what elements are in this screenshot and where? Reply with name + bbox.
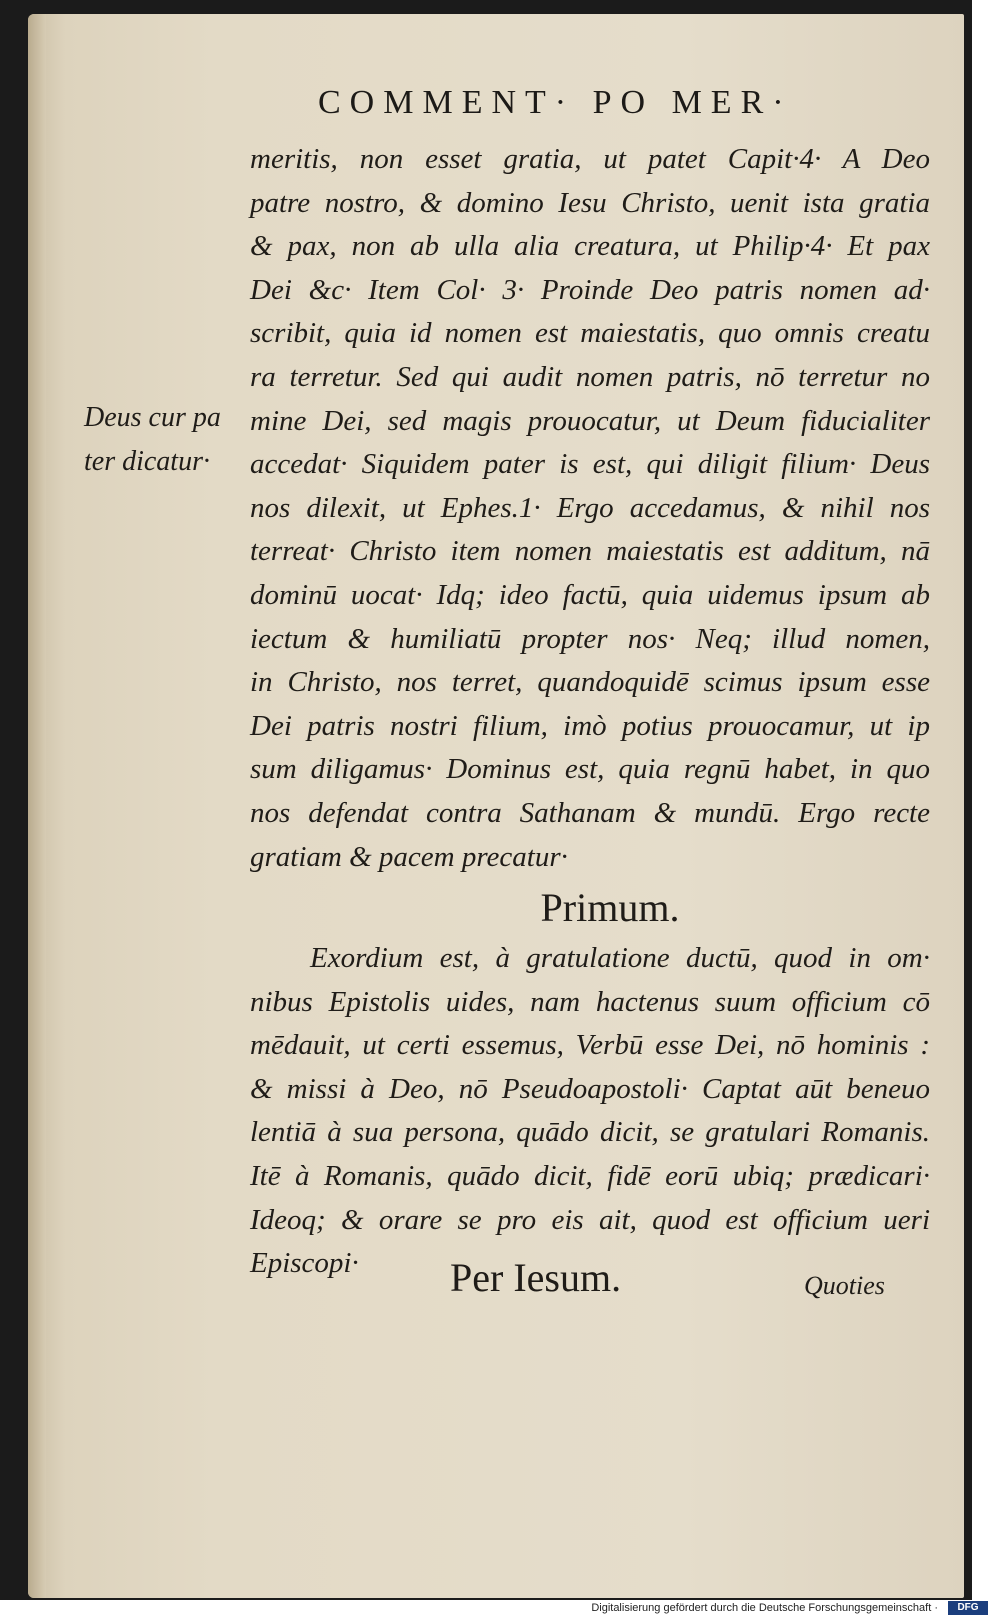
dfg-logo: DFG bbox=[948, 1601, 988, 1615]
text-line: Dei &c· Item Col· 3· Proinde Deo patris nomen ad· bbox=[250, 273, 930, 306]
text-line: Exordium est, à gratulatione ductū, quod in om· bbox=[310, 942, 930, 975]
running-head: COMMENT· PO MER· bbox=[318, 84, 793, 121]
text-line: Dei patris nostri filium, imò potius prouocamur, ut ip bbox=[250, 709, 930, 742]
margin-note bbox=[84, 396, 244, 484]
text-line: meritis, non esset gratia, ut patet Capit·4· A Deo bbox=[250, 143, 930, 175]
text-line: patre nostro, & domino Iesu Christo, uenit ista gratia bbox=[250, 186, 930, 219]
text-line: sum diligamus· Dominus est, quia regnū habet, in quo bbox=[250, 753, 930, 786]
text-line: nibus Epistolis uides, nam hactenus suum officium cō bbox=[250, 985, 930, 1018]
book-page bbox=[28, 14, 964, 1598]
text-line: in Christo, nos terret, quandoquidē scimus ipsum esse bbox=[250, 666, 930, 699]
text-line: mēdauit, ut certi essemus, Verbū esse Dei, nō hominis : bbox=[250, 1029, 930, 1062]
text-line: Episcopi· bbox=[250, 1247, 359, 1280]
text-line: iectum & humiliatū propter nos· Neq; illud nomen, bbox=[250, 622, 930, 655]
margin-note-line: ter dicatur· bbox=[84, 446, 210, 477]
text-line: nos defendat contra Sathanam & mundū. Ergo recte bbox=[250, 796, 930, 829]
text-line: & missi à Deo, nō Pseudoapostoli· Captat aūt beneuo bbox=[250, 1072, 930, 1105]
text-line: gratiam & pacem precatur· bbox=[250, 840, 568, 873]
section-heading-per-iesum: Per Iesum. bbox=[450, 1255, 622, 1300]
text-line: accedat· Siquidem pater is est, qui diligit filium· Deus bbox=[250, 448, 930, 481]
text-line: mine Dei, sed magis prouocatur, ut Deum fiducialiter bbox=[250, 404, 930, 437]
text-line: & pax, non ab ulla alia creatura, ut Philip·4· Et pax bbox=[250, 230, 930, 263]
text-line: nos dilexit, ut Ephes.1· Ergo accedamus, & nihil nos bbox=[250, 491, 930, 524]
text-line: terreat· Christo item nomen maiestatis est additum, nā bbox=[250, 535, 930, 568]
text-line: scribit, quia id nomen est maiestatis, quo omnis creatu bbox=[250, 317, 930, 350]
text-line: Itē à Romanis, quādo dicit, fidē eorū ubiq; prædicari· bbox=[250, 1160, 930, 1193]
text-line: ra terretur. Sed qui audit nomen patris, nō terretur no bbox=[250, 360, 930, 393]
margin-note-line: Deus cur pa bbox=[84, 402, 221, 433]
text-line: dominū uocat· Idq; ideo factū, quia uidemus ipsum ab bbox=[250, 578, 930, 611]
section-heading-primum: Primum. bbox=[540, 885, 680, 931]
catchword: Quoties bbox=[804, 1271, 885, 1300]
text-line: Ideoq; & orare se pro eis ait, quod est officium ueri bbox=[250, 1203, 930, 1236]
page-gutter bbox=[28, 14, 46, 1598]
text-line: lentiā à sua persona, quādo dicit, se gratulari Romanis. bbox=[250, 1116, 930, 1149]
body-text bbox=[250, 138, 930, 1286]
footer-credit: Digitalisierung gefördert durch die Deutsche Forschungsgemeinschaft · bbox=[591, 1602, 938, 1614]
